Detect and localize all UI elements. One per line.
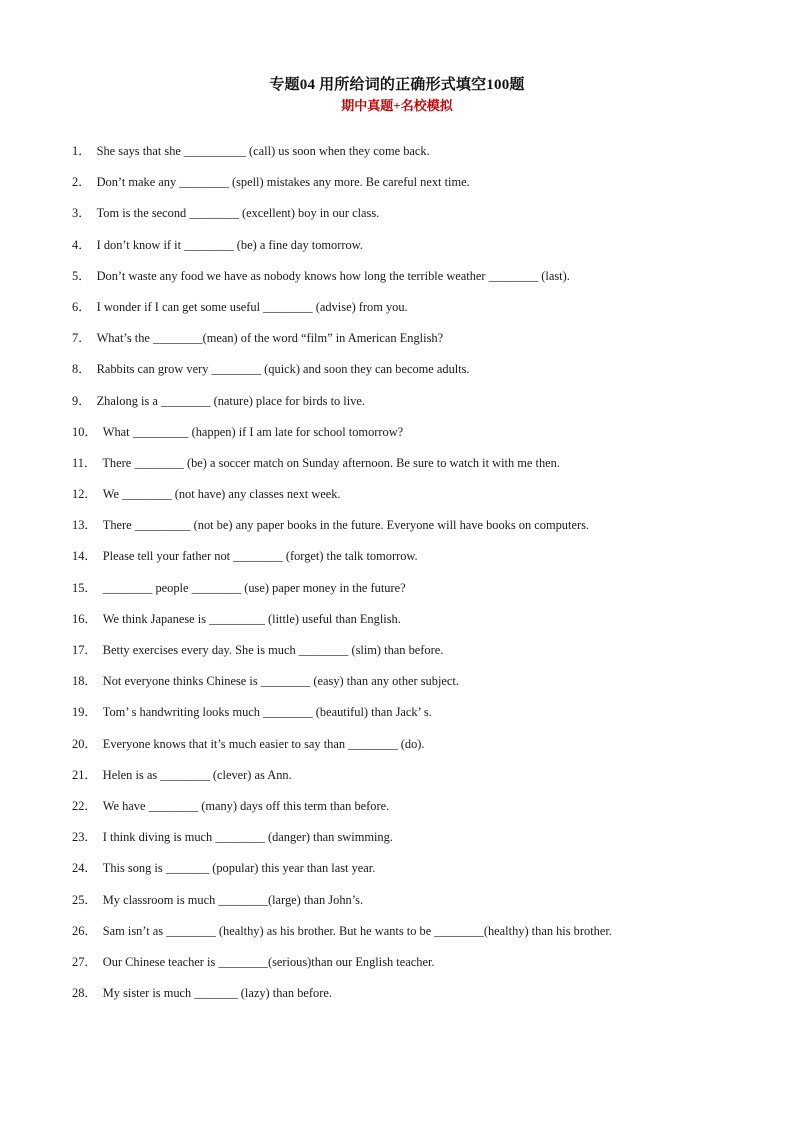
question-item <box>72 141 752 172</box>
question-text: What _________ (happen) if I am late for school tomorrow? <box>102 424 404 439</box>
question-item <box>72 391 752 422</box>
question-text: Don’t make any ________ (spell) mistakes any more. Be careful next time. <box>96 175 470 190</box>
question-number: 20． <box>72 736 97 751</box>
question-item <box>72 578 752 609</box>
question-text: Rabbits can grow very ________ (quick) and soon they can become adults. <box>96 362 470 377</box>
question-number: 26． <box>72 923 97 938</box>
question-item <box>72 858 752 889</box>
question-text: I think diving is much ________ (danger) than swimming. <box>102 830 393 845</box>
question-text: We ________ (not have) any classes next week. <box>102 487 341 502</box>
question-item <box>72 328 752 359</box>
question-number: 13． <box>72 518 97 533</box>
question-item <box>72 266 752 297</box>
question-number: 27． <box>72 954 97 969</box>
question-number: 10． <box>72 424 97 439</box>
question-text: What’s the ________(mean) of the word “film” in American English? <box>96 331 444 346</box>
question-text: This song is _______ (popular) this year than last year. <box>102 861 376 876</box>
question-number: 18． <box>72 674 97 689</box>
question-number: 16． <box>72 611 97 626</box>
question-number: 2． <box>72 175 91 190</box>
question-number: 15． <box>72 580 97 595</box>
question-item <box>72 609 752 640</box>
question-text: Everyone knows that it’s much easier to say than ________ (do). <box>102 736 425 751</box>
question-text: Sam isn’t as ________ (healthy) as his brother. But he wants to be ________(healthy) than his brother. <box>102 923 612 938</box>
page-subtitle: 期中真题+名校模拟 <box>341 98 453 113</box>
question-text: Not everyone thinks Chinese is ________ (easy) than any other subject. <box>102 674 459 689</box>
question-number: 6． <box>72 299 91 314</box>
question-number: 9． <box>72 393 91 408</box>
question-number: 1． <box>72 144 91 158</box>
question-item <box>72 890 752 921</box>
question-item <box>72 827 752 858</box>
question-number: 19． <box>72 705 97 720</box>
question-text: Betty exercises every day. She is much ________ (slim) than before. <box>102 643 444 657</box>
question-number: 7． <box>72 331 91 346</box>
question-text: My classroom is much ________(large) than John’s. <box>102 892 364 907</box>
question-text: Our Chinese teacher is ________(serious)than our English teacher. <box>102 954 435 969</box>
question-item <box>72 297 752 328</box>
question-number: 17． <box>72 643 97 657</box>
question-text: I don’t know if it ________ (be) a fine day tomorrow. <box>96 237 363 252</box>
question-item <box>72 671 752 702</box>
question-item <box>72 359 752 390</box>
question-number: 4． <box>72 237 91 252</box>
question-item <box>72 765 752 796</box>
question-number: 28． <box>72 986 97 1001</box>
question-text: Tom’ s handwriting looks much ________ (beautiful) than Jack’ s. <box>102 705 432 720</box>
question-number: 8． <box>72 362 91 377</box>
question-text: We think Japanese is _________ (little) useful than English. <box>102 611 401 626</box>
question-item <box>72 422 752 453</box>
question-text: We have ________ (many) days off this term than before. <box>102 798 390 813</box>
question-item <box>72 546 752 577</box>
question-number: 22． <box>72 798 97 813</box>
question-number: 12． <box>72 487 97 502</box>
question-item <box>72 453 752 484</box>
question-text: There ________ (be) a soccer match on Sunday afternoon. Be sure to watch it with me then. <box>102 455 560 470</box>
question-item <box>72 203 752 234</box>
question-number: 5． <box>72 268 91 283</box>
question-item <box>72 921 752 952</box>
question-text: ________ people ________ (use) paper money in the future? <box>102 580 406 595</box>
question-item <box>72 172 752 203</box>
question-item <box>72 235 752 266</box>
question-item <box>72 640 752 671</box>
question-text: Please tell your father not ________ (forget) the talk tomorrow. <box>102 549 418 564</box>
question-text: She says that she __________ (call) us soon when they come back. <box>96 144 430 158</box>
question-item <box>72 983 752 1014</box>
question-item <box>72 484 752 515</box>
question-list <box>72 141 752 1014</box>
question-text: There _________ (not be) any paper books in the future. Everyone will have books on computers. <box>102 518 589 533</box>
question-number: 11． <box>72 455 97 470</box>
question-text: Zhalong is a ________ (nature) place for birds to live. <box>96 393 365 408</box>
question-item <box>72 796 752 827</box>
question-item <box>72 734 752 765</box>
question-text: Tom is the second ________ (excellent) boy in our class. <box>96 206 380 221</box>
question-text: My sister is much _______ (lazy) than before. <box>102 986 332 1001</box>
question-text: Don’t waste any food we have as nobody knows how long the terrible weather ________ (last). <box>96 268 570 283</box>
question-number: 3． <box>72 206 91 221</box>
question-number: 25． <box>72 892 97 907</box>
question-number: 14． <box>72 549 97 564</box>
question-number: 21． <box>72 767 97 782</box>
question-item <box>72 515 752 546</box>
question-text: I wonder if I can get some useful ________ (advise) from you. <box>96 299 408 314</box>
page-title: 专题04 用所给词的正确形式填空100题 <box>269 77 525 93</box>
question-item <box>72 952 752 983</box>
question-text: Helen is as ________ (clever) as Ann. <box>102 767 292 782</box>
question-number: 24． <box>72 861 97 876</box>
question-number: 23． <box>72 830 97 845</box>
question-item <box>72 702 752 733</box>
